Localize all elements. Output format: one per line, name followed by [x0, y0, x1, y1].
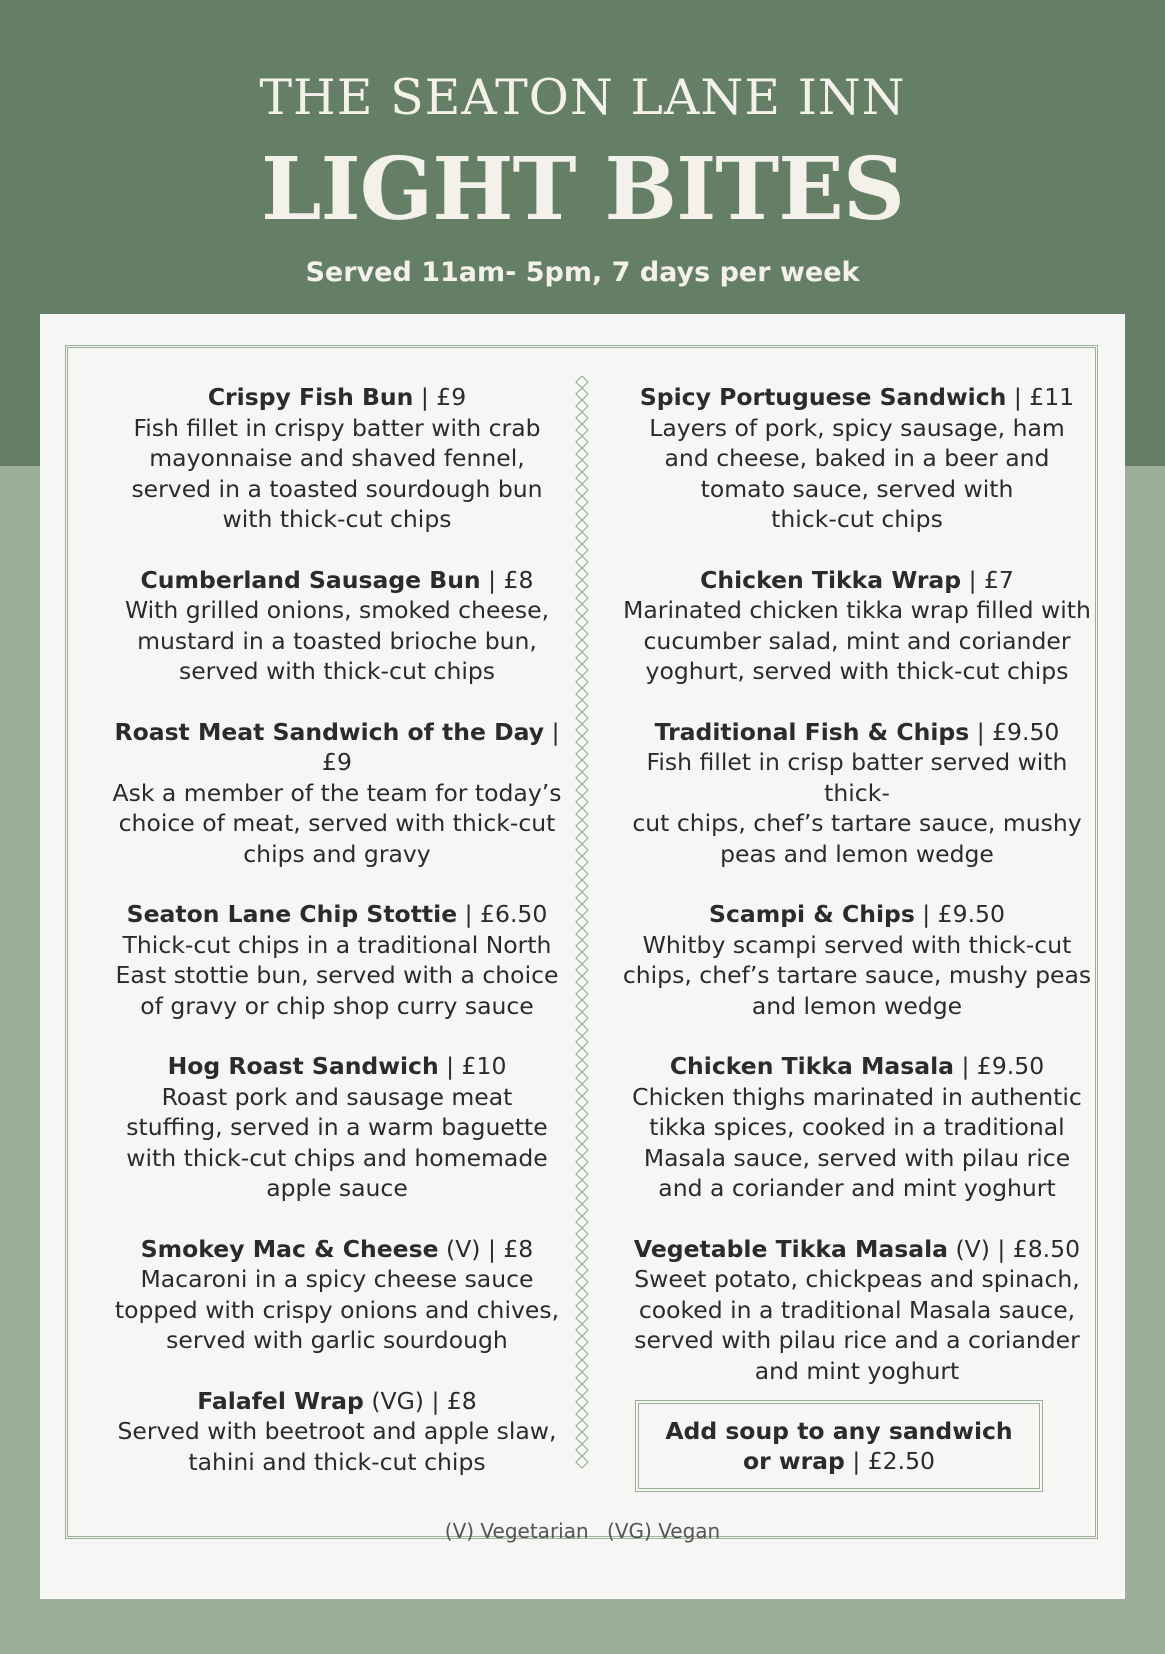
- divider-diamond: [576, 916, 588, 928]
- menu-item-description-line: chips and gravy: [243, 839, 431, 868]
- menu-item-description-line: Chicken thighs marinated in authentic: [632, 1082, 1082, 1111]
- menu-item-name: Crispy Fish Bun: [207, 383, 414, 411]
- divider-diamond: [576, 904, 588, 916]
- divider-diamond: [576, 1228, 588, 1240]
- divider-diamond: [576, 640, 588, 652]
- menu-item-heading: [622, 565, 1092, 596]
- divider-diamond: [576, 1252, 588, 1264]
- menu-title: LIGHT BITES: [261, 139, 904, 240]
- menu-item-diet-tag: (V): [446, 1234, 481, 1263]
- divider-diamond: [576, 508, 588, 520]
- divider-diamond: [576, 964, 588, 976]
- soup-addon-box: [635, 1400, 1043, 1492]
- divider-diamond: [576, 808, 588, 820]
- menu-item-diet-tag: (VG): [371, 1386, 424, 1415]
- menu-item-price: | £9.50: [961, 1052, 1045, 1080]
- divider-diamond: [576, 1036, 588, 1048]
- divider-diamond: [576, 1072, 588, 1084]
- menu-item-heading: [102, 899, 572, 930]
- menu-item-heading: [102, 717, 572, 778]
- divider-diamond: [576, 424, 588, 436]
- menu-item-description-line: tikka spices, cooked in a traditional: [649, 1113, 1065, 1141]
- menu-item: [102, 717, 572, 870]
- divider-diamond: [576, 928, 588, 940]
- menu-item-price: | £10: [446, 1052, 507, 1080]
- divider-diamond: [576, 1324, 588, 1336]
- menu-item-heading: [102, 1051, 572, 1082]
- divider-diamond: [576, 556, 588, 568]
- divider-diamond: [576, 544, 588, 556]
- menu-item-description-line: and a coriander and mint yoghurt: [658, 1174, 1056, 1202]
- divider-diamond: [576, 532, 588, 544]
- menu-item-description-line: Thick-cut chips in a traditional North: [122, 930, 552, 959]
- menu-item-description-line: stuffing, served in a warm baguette: [126, 1113, 548, 1141]
- divider-diamond: [576, 796, 588, 808]
- menu-item-heading: [102, 382, 572, 413]
- divider-diamond: [576, 976, 588, 988]
- menu-item-description-line: Sweet potato, chickpeas and spinach,: [634, 1265, 1080, 1293]
- divider-diamond: [576, 1408, 588, 1420]
- menu-item-description-line: and cheese, baked in a beer and: [664, 444, 1050, 472]
- divider-diamond: [576, 1372, 588, 1384]
- divider-diamond: [576, 988, 588, 1000]
- right-column: [622, 382, 1092, 1416]
- menu-item-description-line: Marinated chicken tikka wrap filled with: [623, 596, 1091, 624]
- divider-diamond: [576, 1012, 588, 1024]
- menu-item-price: | £9: [322, 717, 560, 776]
- divider-diamond: [576, 784, 588, 796]
- divider-diamond: [576, 1384, 588, 1396]
- divider-diamond: [576, 952, 588, 964]
- menu-item-name: Smokey Mac & Cheese: [140, 1234, 439, 1263]
- menu-item-heading: [622, 1051, 1092, 1082]
- divider-diamond: [576, 748, 588, 760]
- menu-item-description-line: Fish fillet in crispy batter with crab: [133, 413, 541, 442]
- divider-diamond: [576, 1000, 588, 1012]
- divider-diamond: [576, 604, 588, 616]
- menu-item-description-line: East stottie bun, served with a choice: [115, 961, 559, 989]
- menu-item-heading: [622, 717, 1092, 748]
- column-divider: [575, 376, 589, 1479]
- menu-item-description-line: with thick-cut chips and homemade: [126, 1143, 548, 1172]
- divider-diamond: [576, 700, 588, 712]
- divider-diamond: [576, 1060, 588, 1072]
- menu-item-price: | £8: [431, 1386, 477, 1415]
- divider-diamond: [576, 1132, 588, 1144]
- divider-diamond: [576, 892, 588, 904]
- divider-diamond: [576, 592, 588, 604]
- divider-diamond: [576, 736, 588, 748]
- divider-diamond: [576, 388, 588, 400]
- divider-diamond: [576, 1396, 588, 1408]
- divider-diamond: [576, 1168, 588, 1180]
- dietary-legend: [40, 1517, 1125, 1545]
- menu-item-price: | £8.50: [997, 1234, 1081, 1263]
- divider-diamond: [576, 1204, 588, 1216]
- divider-diamond: [576, 436, 588, 448]
- menu-item-description-line: and lemon wedge: [751, 991, 963, 1020]
- menu-item-description-line: cucumber salad, mint and coriander: [643, 626, 1071, 655]
- menu-card: [40, 314, 1125, 1599]
- divider-diamond: [576, 1276, 588, 1288]
- menu-item-description-line: peas and lemon wedge: [720, 839, 994, 868]
- divider-diamond: [576, 1192, 588, 1204]
- divider-diamond: [576, 652, 588, 664]
- divider-diamond: [576, 628, 588, 640]
- menu-item-heading: [622, 1234, 1092, 1265]
- menu-item-description-line: yoghurt, served with thick-cut chips: [645, 657, 1069, 685]
- menu-item: [622, 1051, 1092, 1204]
- divider-diamond: [576, 448, 588, 460]
- menu-item-description-line: Masala sauce, served with pilau rice: [643, 1143, 1071, 1172]
- menu-item: [622, 382, 1092, 535]
- menu-item-price: | £8: [488, 565, 534, 594]
- menu-item-description-line: Fish fillet in crisp batter served with thick-: [646, 748, 1068, 807]
- menu-item-price: | £7: [968, 565, 1014, 594]
- menu-item-description-line: Ask a member of the team for today’s: [112, 778, 562, 807]
- divider-diamond: [576, 832, 588, 844]
- menu-item-description-line: chips, chef’s tartare sauce, mushy peas: [622, 961, 1092, 989]
- divider-diamond: [576, 472, 588, 484]
- menu-item: [102, 565, 572, 687]
- divider-diamond: [576, 1348, 588, 1360]
- menu-item-name: Traditional Fish & Chips: [654, 717, 970, 746]
- menu-item-description-line: Whitby scampi served with thick-cut: [642, 930, 1072, 959]
- divider-diamond: [576, 688, 588, 700]
- menu-item-name: Chicken Tikka Wrap: [700, 565, 962, 594]
- divider-diamond: [576, 400, 588, 412]
- divider-diamond: [576, 412, 588, 424]
- menu-item-heading: [622, 899, 1092, 930]
- menu-item: [622, 565, 1092, 687]
- menu-item-description-line: of gravy or chip shop curry sauce: [140, 991, 534, 1020]
- divider-diamond: [576, 520, 588, 532]
- divider-diamond: [576, 712, 588, 724]
- soup-addon-line2: or wrap: [742, 1447, 845, 1475]
- divider-diamond: [576, 1264, 588, 1276]
- menu-item-diet-tag: (V): [955, 1234, 990, 1263]
- menu-item-name: Vegetable Tikka Masala: [633, 1234, 948, 1263]
- menu-item: [622, 899, 1092, 1021]
- divider-diamond: [576, 664, 588, 676]
- divider-diamond: [576, 376, 588, 388]
- divider-diamond: [576, 1216, 588, 1228]
- menu-item-price: | £11: [1013, 383, 1075, 411]
- divider-diamond: [576, 760, 588, 772]
- menu-item-description-line: served with thick-cut chips: [178, 657, 496, 685]
- divider-diamond: [576, 940, 588, 952]
- menu-item-name: Roast Meat Sandwich of the Day: [114, 717, 545, 746]
- menu-item-description-line: thick-cut chips: [771, 505, 943, 533]
- menu-item-description-line: choice of meat, served with thick-cut: [118, 809, 556, 837]
- menu-item-price: | £8: [487, 1234, 534, 1263]
- menu-item: [102, 899, 572, 1021]
- divider-diamond: [576, 724, 588, 736]
- menu-item-price: | £9.50: [922, 900, 1005, 928]
- divider-diamond: [576, 1096, 588, 1108]
- menu-item-description-line: and mint yoghurt: [754, 1356, 960, 1385]
- menu-item-description-line: cooked in a traditional Masala sauce,: [638, 1295, 1076, 1324]
- divider-diamond: [576, 676, 588, 688]
- menu-item-description-line: topped with crispy onions and chives,: [114, 1295, 560, 1324]
- divider-diamond: [576, 1444, 588, 1456]
- divider-diamond: [576, 1048, 588, 1060]
- venue-name: THE SEATON LANE INN: [259, 69, 906, 126]
- menu-item-name: Spicy Portuguese Sandwich: [639, 383, 1007, 411]
- menu-item-heading: [102, 565, 572, 596]
- menu-item: [622, 717, 1092, 870]
- divider-diamond: [576, 1360, 588, 1372]
- menu-item-description-line: served in a toasted sourdough bun: [131, 474, 543, 503]
- menu-item-description-line: cut chips, chef’s tartare sauce, mushy: [632, 809, 1082, 837]
- menu-item-name: Hog Roast Sandwich: [167, 1052, 439, 1080]
- divider-diamond: [576, 580, 588, 592]
- divider-diamond: [576, 1180, 588, 1192]
- divider-diamond: [576, 1456, 588, 1468]
- menu-item-name: Cumberland Sausage Bun: [140, 565, 481, 594]
- left-column: [102, 382, 572, 1507]
- divider-diamond: [576, 1240, 588, 1252]
- divider-diamond: [576, 1120, 588, 1132]
- divider-diamond: [576, 1336, 588, 1348]
- divider-diamond: [576, 880, 588, 892]
- divider-diamond: [576, 1108, 588, 1120]
- menu-item: [102, 382, 572, 535]
- divider-diamond: [576, 772, 588, 784]
- menu-item: [622, 1234, 1092, 1387]
- divider-diamond: [576, 1432, 588, 1444]
- divider-diamond: [576, 1312, 588, 1324]
- menu-item-name: Seaton Lane Chip Stottie: [126, 900, 458, 928]
- legend-vegetarian: (V) Vegetarian: [444, 1519, 589, 1543]
- menu-item: [102, 1051, 572, 1204]
- soup-addon-line1: Add soup to any sandwich: [665, 1416, 1013, 1445]
- menu-item-description-line: apple sauce: [266, 1174, 408, 1202]
- menu-item-description-line: Macaroni in a spicy cheese sauce: [140, 1265, 534, 1293]
- menu-item-price: | £9.50: [976, 717, 1060, 746]
- menu-item-heading: [102, 1234, 572, 1265]
- menu-item-description-line: Roast pork and sausage meat: [161, 1082, 513, 1111]
- divider-diamond: [576, 460, 588, 472]
- menu-item-description-line: mayonnaise and shaved fennel,: [149, 444, 525, 472]
- menu-item-description-line: Served with beetroot and apple slaw,: [117, 1417, 557, 1445]
- menu-item-name: Falafel Wrap: [197, 1386, 364, 1415]
- divider-diamond: [576, 856, 588, 868]
- menu-item-price: | £9: [420, 383, 467, 411]
- menu-item-price: | £6.50: [464, 900, 548, 928]
- menu-item-description-line: Layers of pork, spicy sausage, ham: [649, 413, 1065, 442]
- divider-diamond: [576, 1024, 588, 1036]
- divider-diamond: [576, 1300, 588, 1312]
- menu-item-description-line: tahini and thick-cut chips: [188, 1447, 486, 1476]
- legend-vegan: (VG) Vegan: [607, 1519, 721, 1543]
- menu-item-description-line: with thick-cut chips: [222, 505, 452, 533]
- menu-item-heading: [102, 1386, 572, 1417]
- menu-item: [102, 1234, 572, 1356]
- menu-item-description-line: served with pilau rice and a coriander: [634, 1326, 1080, 1354]
- divider-diamond: [576, 496, 588, 508]
- menu-item-description-line: mustard in a toasted brioche bun,: [137, 626, 537, 655]
- divider-diamond: [576, 1288, 588, 1300]
- menu-item: [102, 1386, 572, 1478]
- divider-diamond: [576, 568, 588, 580]
- divider-diamond: [576, 1420, 588, 1432]
- menu-item-description-line: served with garlic sourdough: [166, 1326, 508, 1354]
- divider-diamond: [576, 820, 588, 832]
- menu-item-heading: [622, 382, 1092, 413]
- menu-item-name: Chicken Tikka Masala: [669, 1052, 955, 1080]
- divider-diamond: [576, 616, 588, 628]
- divider-diamond: [576, 844, 588, 856]
- menu-item-name: Scampi & Chips: [709, 900, 915, 928]
- menu-item-description-line: tomato sauce, served with: [700, 474, 1014, 503]
- divider-diamond: [576, 1144, 588, 1156]
- soup-addon-price: | £2.50: [852, 1447, 936, 1475]
- divider-diamond: [576, 484, 588, 496]
- serving-hours: Served 11am- 5pm, 7 days per week: [305, 257, 860, 288]
- menu-item-description-line: With grilled onions, smoked cheese,: [124, 596, 550, 624]
- divider-diamond: [576, 1084, 588, 1096]
- divider-diamond: [576, 868, 588, 880]
- divider-diamond: [576, 1156, 588, 1168]
